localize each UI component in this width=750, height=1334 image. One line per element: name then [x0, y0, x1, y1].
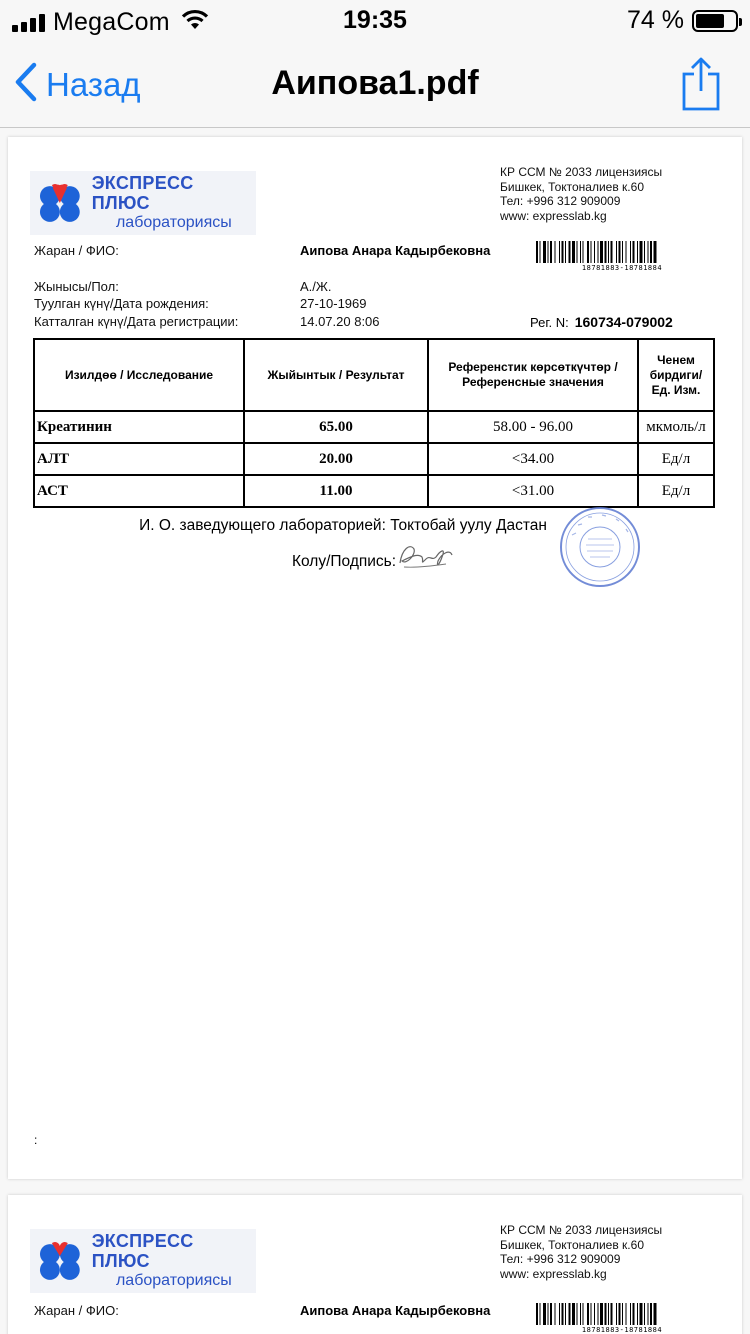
- header-test: Изилдөө / Исследование: [34, 339, 244, 411]
- barcode-image: [536, 241, 708, 263]
- license-info: [500, 165, 662, 223]
- lab-logo: [30, 1229, 256, 1293]
- barcode-number: 18781883-18781884: [581, 264, 663, 272]
- barcode-bar: [594, 241, 595, 263]
- barcode-bar: [580, 241, 581, 263]
- document-title: Аипова1.pdf: [271, 64, 479, 102]
- barcode-bar: [583, 1303, 584, 1325]
- test-unit: Ед/л: [638, 443, 714, 475]
- test-unit: мкмоль/л: [638, 411, 714, 443]
- battery-icon: [692, 10, 738, 32]
- barcode-bar: [640, 241, 643, 263]
- lab-subtitle: лабораториясы: [115, 214, 232, 231]
- barcode-bar: [548, 1303, 549, 1325]
- pdf-page-2: [8, 1195, 742, 1334]
- barcode-bar: [540, 1303, 541, 1325]
- table-header-row: [34, 339, 714, 411]
- birth-date-value: 27-10-1969: [300, 296, 367, 311]
- back-button-label: Назад: [46, 65, 141, 103]
- handwritten-signature: [396, 537, 456, 571]
- barcode-bar: [600, 241, 603, 263]
- barcode-bar: [644, 1303, 645, 1325]
- barcode-bar: [594, 1303, 595, 1325]
- barcode-bar: [580, 1303, 581, 1325]
- barcode-bar: [622, 241, 623, 263]
- test-name: АСТ: [34, 475, 244, 507]
- barcode-bar: [548, 241, 549, 263]
- navigation-bar: [0, 40, 750, 128]
- barcode-bar: [555, 241, 556, 263]
- license-info: [500, 1223, 662, 1281]
- address-line: Бишкек, Токтоналиев к.60: [500, 1237, 644, 1252]
- barcode-bar: [626, 1303, 627, 1325]
- carrier-name: MegaCom: [53, 8, 170, 36]
- registration-date-label: Катталган күнү/Дата регистрации:: [34, 314, 239, 329]
- barcode-bar: [591, 1303, 592, 1325]
- test-result: 20.00: [244, 443, 428, 475]
- lab-logo-icon: [36, 179, 84, 227]
- sex-value: А./Ж.: [300, 279, 332, 294]
- test-result: 65.00: [244, 411, 428, 443]
- barcode-bar: [600, 1303, 603, 1325]
- barcode: [536, 1303, 708, 1334]
- barcode-bar: [622, 1303, 623, 1325]
- barcode-bar: [640, 1303, 643, 1325]
- barcode-bar: [559, 241, 560, 263]
- status-bar: [0, 0, 750, 40]
- barcode-bar: [616, 241, 617, 263]
- registration-date-value: 14.07.20 8:06: [300, 314, 380, 329]
- barcode-number: 18781883-18781884: [581, 1326, 663, 1334]
- status-right: [627, 6, 738, 35]
- address-line: Бишкек, Токтоналиев к.60: [500, 179, 644, 194]
- table-row: [34, 443, 714, 475]
- barcode-bar: [598, 1303, 599, 1325]
- barcode-bar: [572, 1303, 575, 1325]
- table-row: [34, 411, 714, 443]
- barcode-bar: [577, 1303, 578, 1325]
- barcode-bar: [608, 1303, 609, 1325]
- lab-name: ЭКСПРЕСС ПЛЮС: [91, 1231, 194, 1272]
- phone-line: Тел: +996 312 909009: [500, 1252, 621, 1266]
- barcode-bar: [605, 1303, 607, 1325]
- barcode-bar: [619, 241, 621, 263]
- barcode-bar: [637, 241, 638, 263]
- test-reference: 58.00 - 96.00: [428, 411, 638, 443]
- phone-line: Тел: +996 312 909009: [500, 194, 621, 208]
- barcode-bar: [565, 1303, 566, 1325]
- barcode-bar: [550, 241, 552, 263]
- barcode-bar: [555, 1303, 556, 1325]
- pdf-page-1: [8, 137, 742, 1179]
- barcode-bar: [630, 241, 631, 263]
- barcode-bar: [608, 241, 609, 263]
- barcode-bar: [644, 241, 645, 263]
- header-result: Жыйынтык / Результат: [244, 339, 428, 411]
- battery-level: [696, 14, 724, 28]
- barcode-bar: [587, 1303, 589, 1325]
- fio-label: Жаран / ФИО:: [34, 243, 119, 258]
- barcode-bar: [633, 241, 635, 263]
- barcode-bar: [605, 241, 607, 263]
- barcode-bar: [633, 1303, 635, 1325]
- sex-label: Жынысы/Пол:: [34, 279, 119, 294]
- barcode-bar: [569, 241, 571, 263]
- barcode-bar: [611, 1303, 613, 1325]
- barcode-bar: [543, 1303, 546, 1325]
- lab-subtitle: лабораториясы: [115, 1272, 232, 1289]
- barcode-bar: [591, 241, 592, 263]
- head-of-lab: И. О. заведующего лабораторией: Токтобай уулу Дастан: [139, 517, 547, 534]
- barcode-bar: [630, 1303, 631, 1325]
- barcode-bar: [562, 1303, 564, 1325]
- test-unit: Ед/л: [638, 475, 714, 507]
- barcode-bar: [648, 241, 649, 263]
- results-table: [33, 338, 715, 508]
- share-icon: [680, 56, 722, 112]
- website-line: www: expresslab.kg: [500, 1266, 607, 1281]
- test-name: АЛТ: [34, 443, 244, 475]
- table-row: [34, 475, 714, 507]
- barcode-bar: [587, 241, 589, 263]
- barcode-bar: [650, 241, 652, 263]
- patient-name: Аипова Анара Кадырбековна: [300, 1303, 491, 1318]
- barcode-bar: [536, 241, 538, 263]
- barcode-bar: [577, 241, 578, 263]
- barcode-bar: [562, 241, 564, 263]
- page-footnote: :: [34, 1133, 38, 1147]
- barcode-bar: [540, 241, 541, 263]
- header-reference: Референстик көрсөткүчтөр / Референсные значения: [428, 339, 638, 411]
- barcode-bar: [559, 1303, 560, 1325]
- birth-date-label: Туулган күнү/Дата рождения:: [34, 296, 209, 311]
- barcode-bar: [648, 1303, 649, 1325]
- status-time: 19:35: [343, 6, 407, 34]
- barcode-bar: [598, 241, 599, 263]
- signature-line: [292, 537, 456, 571]
- barcode-bar: [619, 1303, 621, 1325]
- patient-name: Аипова Анара Кадырбековна: [300, 243, 491, 258]
- license-line: КР ССМ № 2033 лицензиясы: [500, 1223, 663, 1237]
- barcode-bar: [650, 1303, 652, 1325]
- barcode-bar: [626, 241, 627, 263]
- official-stamp: [558, 505, 642, 589]
- barcode-image: [536, 1303, 708, 1325]
- battery-percent: 74 %: [627, 6, 684, 34]
- signature-label: Колу/Подпись:: [292, 553, 397, 570]
- barcode: [536, 241, 708, 272]
- barcode-bar: [616, 1303, 617, 1325]
- registration-number: [530, 314, 673, 330]
- barcode-bar: [583, 241, 584, 263]
- lab-logo: [30, 171, 256, 235]
- barcode-bar: [536, 1303, 538, 1325]
- barcode-bar: [654, 241, 657, 263]
- fio-label: Жаран / ФИО:: [34, 1303, 119, 1318]
- registration-number-label: Рег. N:: [530, 315, 569, 330]
- barcode-bar: [565, 241, 566, 263]
- barcode-bar: [543, 241, 546, 263]
- registration-number-value: 160734-079002: [574, 314, 673, 330]
- test-reference: <34.00: [428, 443, 638, 475]
- license-line: КР ССМ № 2033 лицензиясы: [500, 165, 663, 179]
- barcode-bar: [637, 1303, 638, 1325]
- lab-name: ЭКСПРЕСС ПЛЮС: [91, 173, 194, 214]
- barcode-bar: [550, 1303, 552, 1325]
- header-unit: Ченем бирдиги/ Ед. Изм.: [638, 339, 714, 411]
- test-name: Креатинин: [34, 411, 244, 443]
- website-line: www: expresslab.kg: [500, 208, 607, 223]
- lab-logo-icon: [36, 1237, 84, 1285]
- test-result: 11.00: [244, 475, 428, 507]
- barcode-bar: [569, 1303, 571, 1325]
- share-button[interactable]: [680, 56, 722, 117]
- barcode-bar: [611, 241, 613, 263]
- test-reference: <31.00: [428, 475, 638, 507]
- barcode-bar: [654, 1303, 657, 1325]
- barcode-bar: [572, 241, 575, 263]
